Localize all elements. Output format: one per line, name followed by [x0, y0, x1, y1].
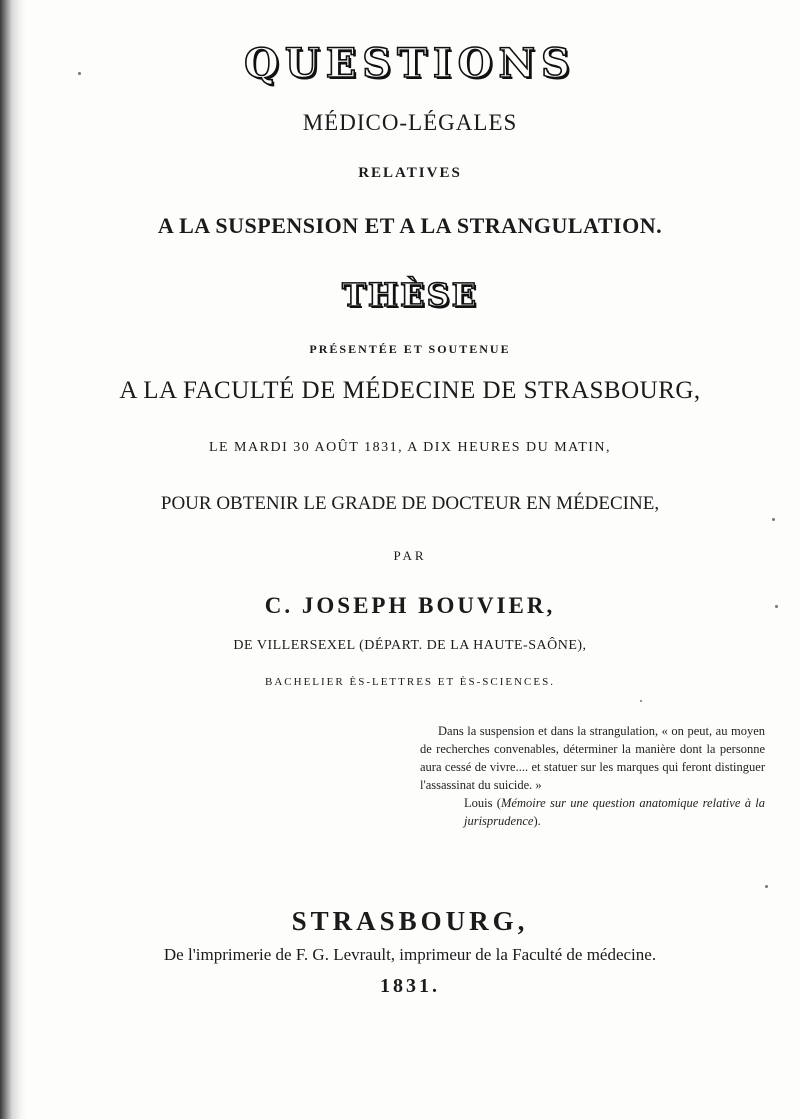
attribution-close: ). [533, 814, 541, 828]
subtitle-line-2: RELATIVES [358, 165, 462, 181]
defense-date-line: LE MARDI 30 AOÛT 1831, A DIX HEURES DU MATIN, [208, 440, 612, 455]
subtitle-line-3: A LA SUSPENSION ET A LA STRANGULATION. [157, 213, 663, 238]
imprint-year: 1831. [380, 975, 440, 997]
attribution-open: ( [492, 796, 501, 810]
paper-speck [765, 885, 768, 888]
faculty-line: A LA FACULTÉ DE MÉDECINE DE STRASBOURG, [119, 377, 701, 404]
author-name: C. JOSEPH BOUVIER, [264, 593, 556, 618]
epigraph [420, 722, 765, 830]
epigraph-quote: Dans la suspension et dans la strangulation, « on peut, au moyen de recherches convenables, déterminer la manière dont la personne aura cessé de vivre.... et statuer sur les marques qui feront distinguer l'assassinat du suicide. » [420, 724, 765, 792]
attribution-work: Mémoire sur une question anatomique relative à la jurisprudence [464, 796, 765, 828]
book-binding-edge [0, 0, 26, 1119]
paper-speck [640, 700, 642, 702]
document-type-heading: THÈSE [342, 276, 478, 314]
attribution-author: Louis [464, 796, 493, 810]
presented-line: PRÉSENTÉE ET SOUTENUE [309, 342, 511, 356]
subtitle-line-1: MÉDICO-LÉGALES [302, 110, 518, 135]
paper-speck [772, 518, 775, 521]
author-origin: DE VILLERSEXEL (DÉPART. DE LA HAUTE-SAÔNE), [233, 638, 587, 653]
paper-speck [78, 72, 81, 75]
imprint-printer: De l'imprimerie de F. G. Levrault, imprimeur de la Faculté de médecine. [163, 945, 657, 964]
by-line: PAR [393, 548, 427, 563]
epigraph-attribution [464, 794, 765, 830]
imprint-city: STRASBOURG, [291, 906, 529, 936]
degree-line: POUR OBTENIR LE GRADE DE DOCTEUR EN MÉDECINE, [160, 493, 660, 514]
author-degrees: BACHELIER ÈS-LETTRES ET ÈS-SCIENCES. [265, 676, 555, 688]
page-title: QUESTIONS [244, 40, 576, 87]
paper-speck [775, 605, 778, 608]
